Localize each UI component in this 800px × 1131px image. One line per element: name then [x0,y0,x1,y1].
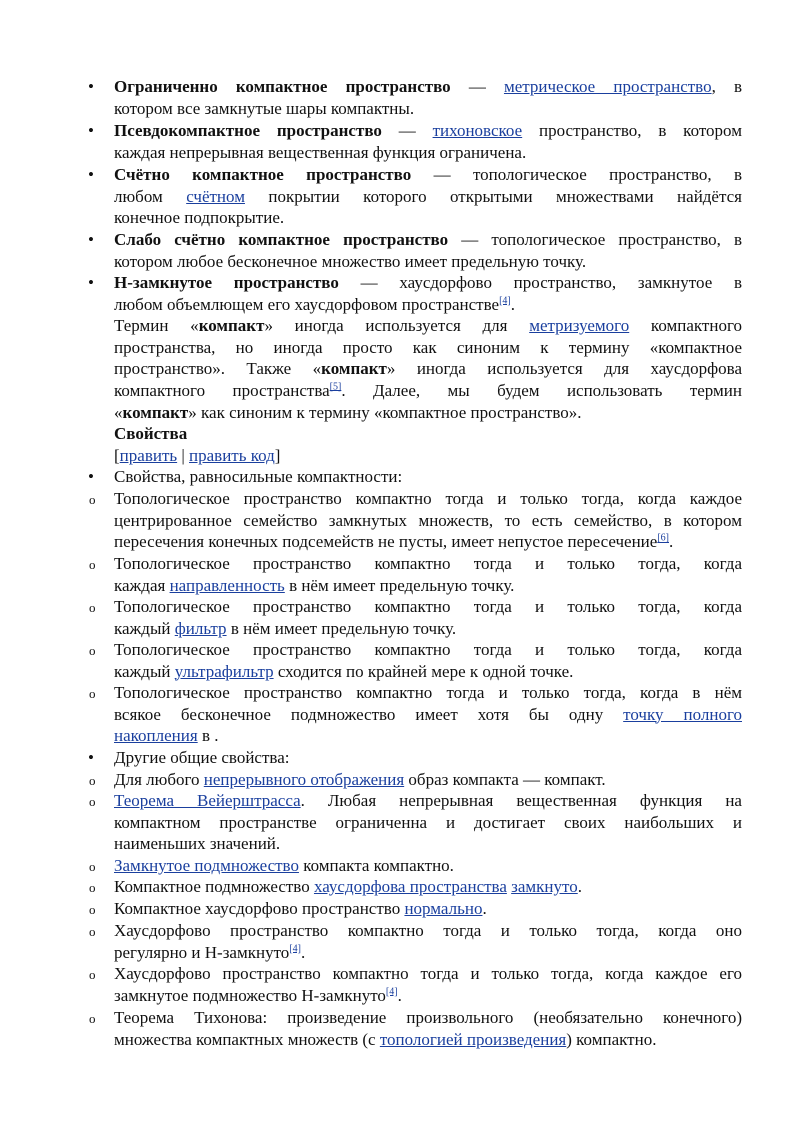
link-closed[interactable]: замкнуто [511,877,578,896]
text: центрированное семейство замкнутых множеств, то есть семейство, в котором [114,510,742,530]
list-item [114,553,742,596]
term-bold: компакт [122,402,189,422]
text: Топологическое пространство компактно тогда и только тогда, когда в нём [114,683,742,702]
text: котором любое бесконечное множество имеет предельную точку. [114,251,587,271]
bullet-marker: • [88,77,94,96]
text: пространство, в котором [522,121,742,140]
reference-link[interactable]: [5] [329,381,342,393]
list-item [114,790,742,855]
text: каждая непрерывная вещественная функция ограничена. [114,142,527,162]
list-item [114,963,742,1006]
bullet-marker: • [88,748,94,767]
reference-link[interactable]: [4] [499,294,511,306]
text: пространства, но иногда просто как синоним к термину «компактное [114,337,742,357]
sub-bullet-marker: o [89,1011,96,1026]
text: Для любого [114,770,204,789]
text: компакта компактно. [298,856,454,875]
sub-bullet-marker: o [89,794,96,809]
text: наименьших значений. [114,834,281,854]
text: любом объемлющем его хаусдорфовом пространстве [114,294,500,314]
bracket: [ [114,445,120,465]
text: компактного пространства [114,380,330,400]
sub-bullet-marker: o [89,902,96,917]
text: Хаусдорфово пространство компактно тогда и только тогда, когда оно [114,921,742,940]
section-edit-links [114,445,742,467]
list-item [114,769,742,791]
link-normal[interactable]: нормально [404,899,483,918]
text: . [482,899,487,918]
text: в нём имеет предельную точку. [284,575,515,595]
section-heading: Свойства [114,424,188,444]
edit-link[interactable]: править [119,445,178,465]
reference-link[interactable]: [6] [657,532,669,544]
text: топологическое пространство, в [472,165,742,184]
text: » иногда используется для [264,316,530,336]
text: в нём имеет предельную точку. [226,618,457,638]
bullet-marker: • [88,273,94,292]
term-bold: компакт [321,359,387,379]
text: Топологическое пространство компактно тогда и только тогда, когда [114,640,742,659]
text: пересечения конечных подсемейств не пусты, имеет непустое пересечение [114,532,658,552]
list-item [114,229,742,272]
bullet-marker: • [88,165,94,184]
term-bold: Счётно компактное пространство [114,165,412,184]
text: ) компактно. [566,1029,657,1049]
text: . [300,942,306,962]
text: Свойства, равносильные компактности: [114,467,403,486]
text: каждый [114,661,175,681]
text: » иногда используется для хаусдорфова [386,359,742,379]
link-complete-accumulation-point[interactable]: точку полного [623,704,742,724]
bracket: ] [274,445,281,465]
text: « [114,402,123,422]
text: Топологическое пространство компактно тогда и только тогда, когда [114,554,742,573]
list-item [114,164,742,229]
dash: — [450,77,504,96]
text: Хаусдорфово пространство компактно тогда и только тогда, когда каждое его [114,964,742,983]
text: Компактное подмножество [114,877,314,896]
dash: — [448,230,492,249]
sub-bullet-marker: o [89,859,96,874]
reference-link[interactable]: [4] [289,942,301,954]
link-product-topology[interactable]: топологией произведения [379,1029,567,1049]
list-item: Топологическое пространство компактно тогда и только тогда, когда каждое центрированное семейство замкнутых множеств, то есть семейство, в котором пересечения конечных подсемейств не пусты, имеет непустое пересечение[6]. [114,489,742,552]
edit-code-link[interactable]: править код [189,445,275,465]
sub-bullet-marker: o [89,924,96,939]
text: сходится по крайней мере к одной точке. [273,661,574,681]
text: регулярно и H-замкнуто [114,942,290,962]
dash: — [411,165,473,184]
text: каждый [114,618,175,638]
text: » как синоним к термину «компактное пространство». [188,402,582,422]
term-bold: Слабо счётно компактное пространство [114,230,449,249]
text: . [577,877,582,896]
text: Термин « [114,316,199,336]
link-filter[interactable]: фильтр [174,618,227,638]
text: , в [711,77,742,96]
list-item [114,747,742,769]
list-item [114,466,742,488]
text: Компактное хаусдорфово пространство [114,899,405,918]
list-item [114,876,742,898]
list-item [114,76,742,119]
text: покрытии которого открытыми множествами найдётся [244,186,742,206]
list-item [114,120,742,163]
text: в . [197,726,219,746]
text: всякое бесконечное подмножество имеет хотя бы одну [114,704,624,724]
separator: | [177,445,190,465]
link-weierstrass-theorem[interactable]: Теорема Вейерштрасса [114,791,301,810]
text: хаусдорфово пространство, замкнутое в [399,273,743,292]
sub-bullet-marker: o [89,600,96,615]
sub-bullet-marker: o [89,643,96,658]
link-metric-space[interactable]: метрическое пространство [503,77,712,96]
text: . Любая непрерывная вещественная функция на [300,791,742,810]
link-complete-accumulation-point[interactable]: накопления [114,726,198,746]
bullet-marker: • [88,467,94,486]
list-item [114,898,742,920]
text: замкнутое подмножество H-замкнуто [114,985,386,1005]
bullet-marker: • [88,230,94,249]
text: пространство». Также « [114,359,322,379]
dash: — [338,273,400,292]
text: компактного [629,316,743,336]
link-ultrafilter[interactable]: ультрафильтр [174,661,274,681]
text: каждая [114,575,170,595]
sub-bullet-marker: o [89,557,96,572]
text: конечное подпокрытие. [114,208,285,228]
sub-bullet-marker: o [89,492,96,507]
list-item [114,682,742,747]
text: Теорема Тихонова: произведение произвольного (необязательно конечного) [114,1008,742,1027]
link-net[interactable]: направленность [169,575,285,595]
term-bold: Ограниченно компактное пространство [114,77,451,96]
sub-bullet-marker: o [89,773,96,788]
link-closed-subset[interactable]: Замкнутое подмножество [114,856,299,875]
text: Другие общие свойства: [114,748,290,767]
link-hausdorff-space[interactable]: хаусдорфова пространства [313,877,507,896]
text: Топологическое пространство компактно тогда и только тогда, когда [114,597,742,616]
term-bold: Псевдокомпактное пространство [114,121,382,140]
sub-bullet-marker: o [89,880,96,895]
list-item [114,855,742,877]
text: топологическое пространство, в [491,230,743,249]
link-continuous-map[interactable]: непрерывного отображения [203,770,405,789]
text: любом [114,186,187,206]
text: Топологическое пространство компактно тогда и только тогда, когда каждое [114,489,742,508]
list-item [114,920,742,963]
sub-bullet-marker: o [89,967,96,982]
sub-bullet-marker: o [89,686,96,701]
text: . Далее, мы будем использовать термин [341,380,742,400]
text: котором все замкнутые шары компактны. [114,98,415,118]
link-metrizable[interactable]: метризуемого [529,316,630,336]
link-tychonoff[interactable]: тихоновское [432,121,523,140]
bullet-marker: • [88,121,94,140]
list-item [114,1007,742,1050]
reference-link[interactable]: [4] [385,985,398,997]
list-item [114,639,742,682]
text: компактном пространстве ограниченна и достигает своих наибольших и [114,812,742,832]
term-bold: H-замкнутое пространство [114,273,339,292]
term-bold: компакт [198,316,265,336]
list-item: H-замкнутое пространство — хаусдорфово пространство, замкнутое в любом объемлющем его хаусдорфовом пространстве[4]. Термин «компакт» иногда используется для метризуемого компактного пространства, но иногда просто как синоним к термину «компактное пространство». Также «компакт» иногда используется для хаусдорфова компактного пространства[5]. Далее, мы будем использовать термин «компакт» как синоним к термину «компактное пространство». Свойства [править | править код] [114,273,743,465]
list-item [114,596,742,639]
link-countable[interactable]: счётном [186,186,245,206]
text: образ компакта — компакт. [404,770,606,789]
dash: — [381,121,433,140]
text: . [397,985,402,1005]
text: множества компактных множеств (с [114,1029,380,1049]
